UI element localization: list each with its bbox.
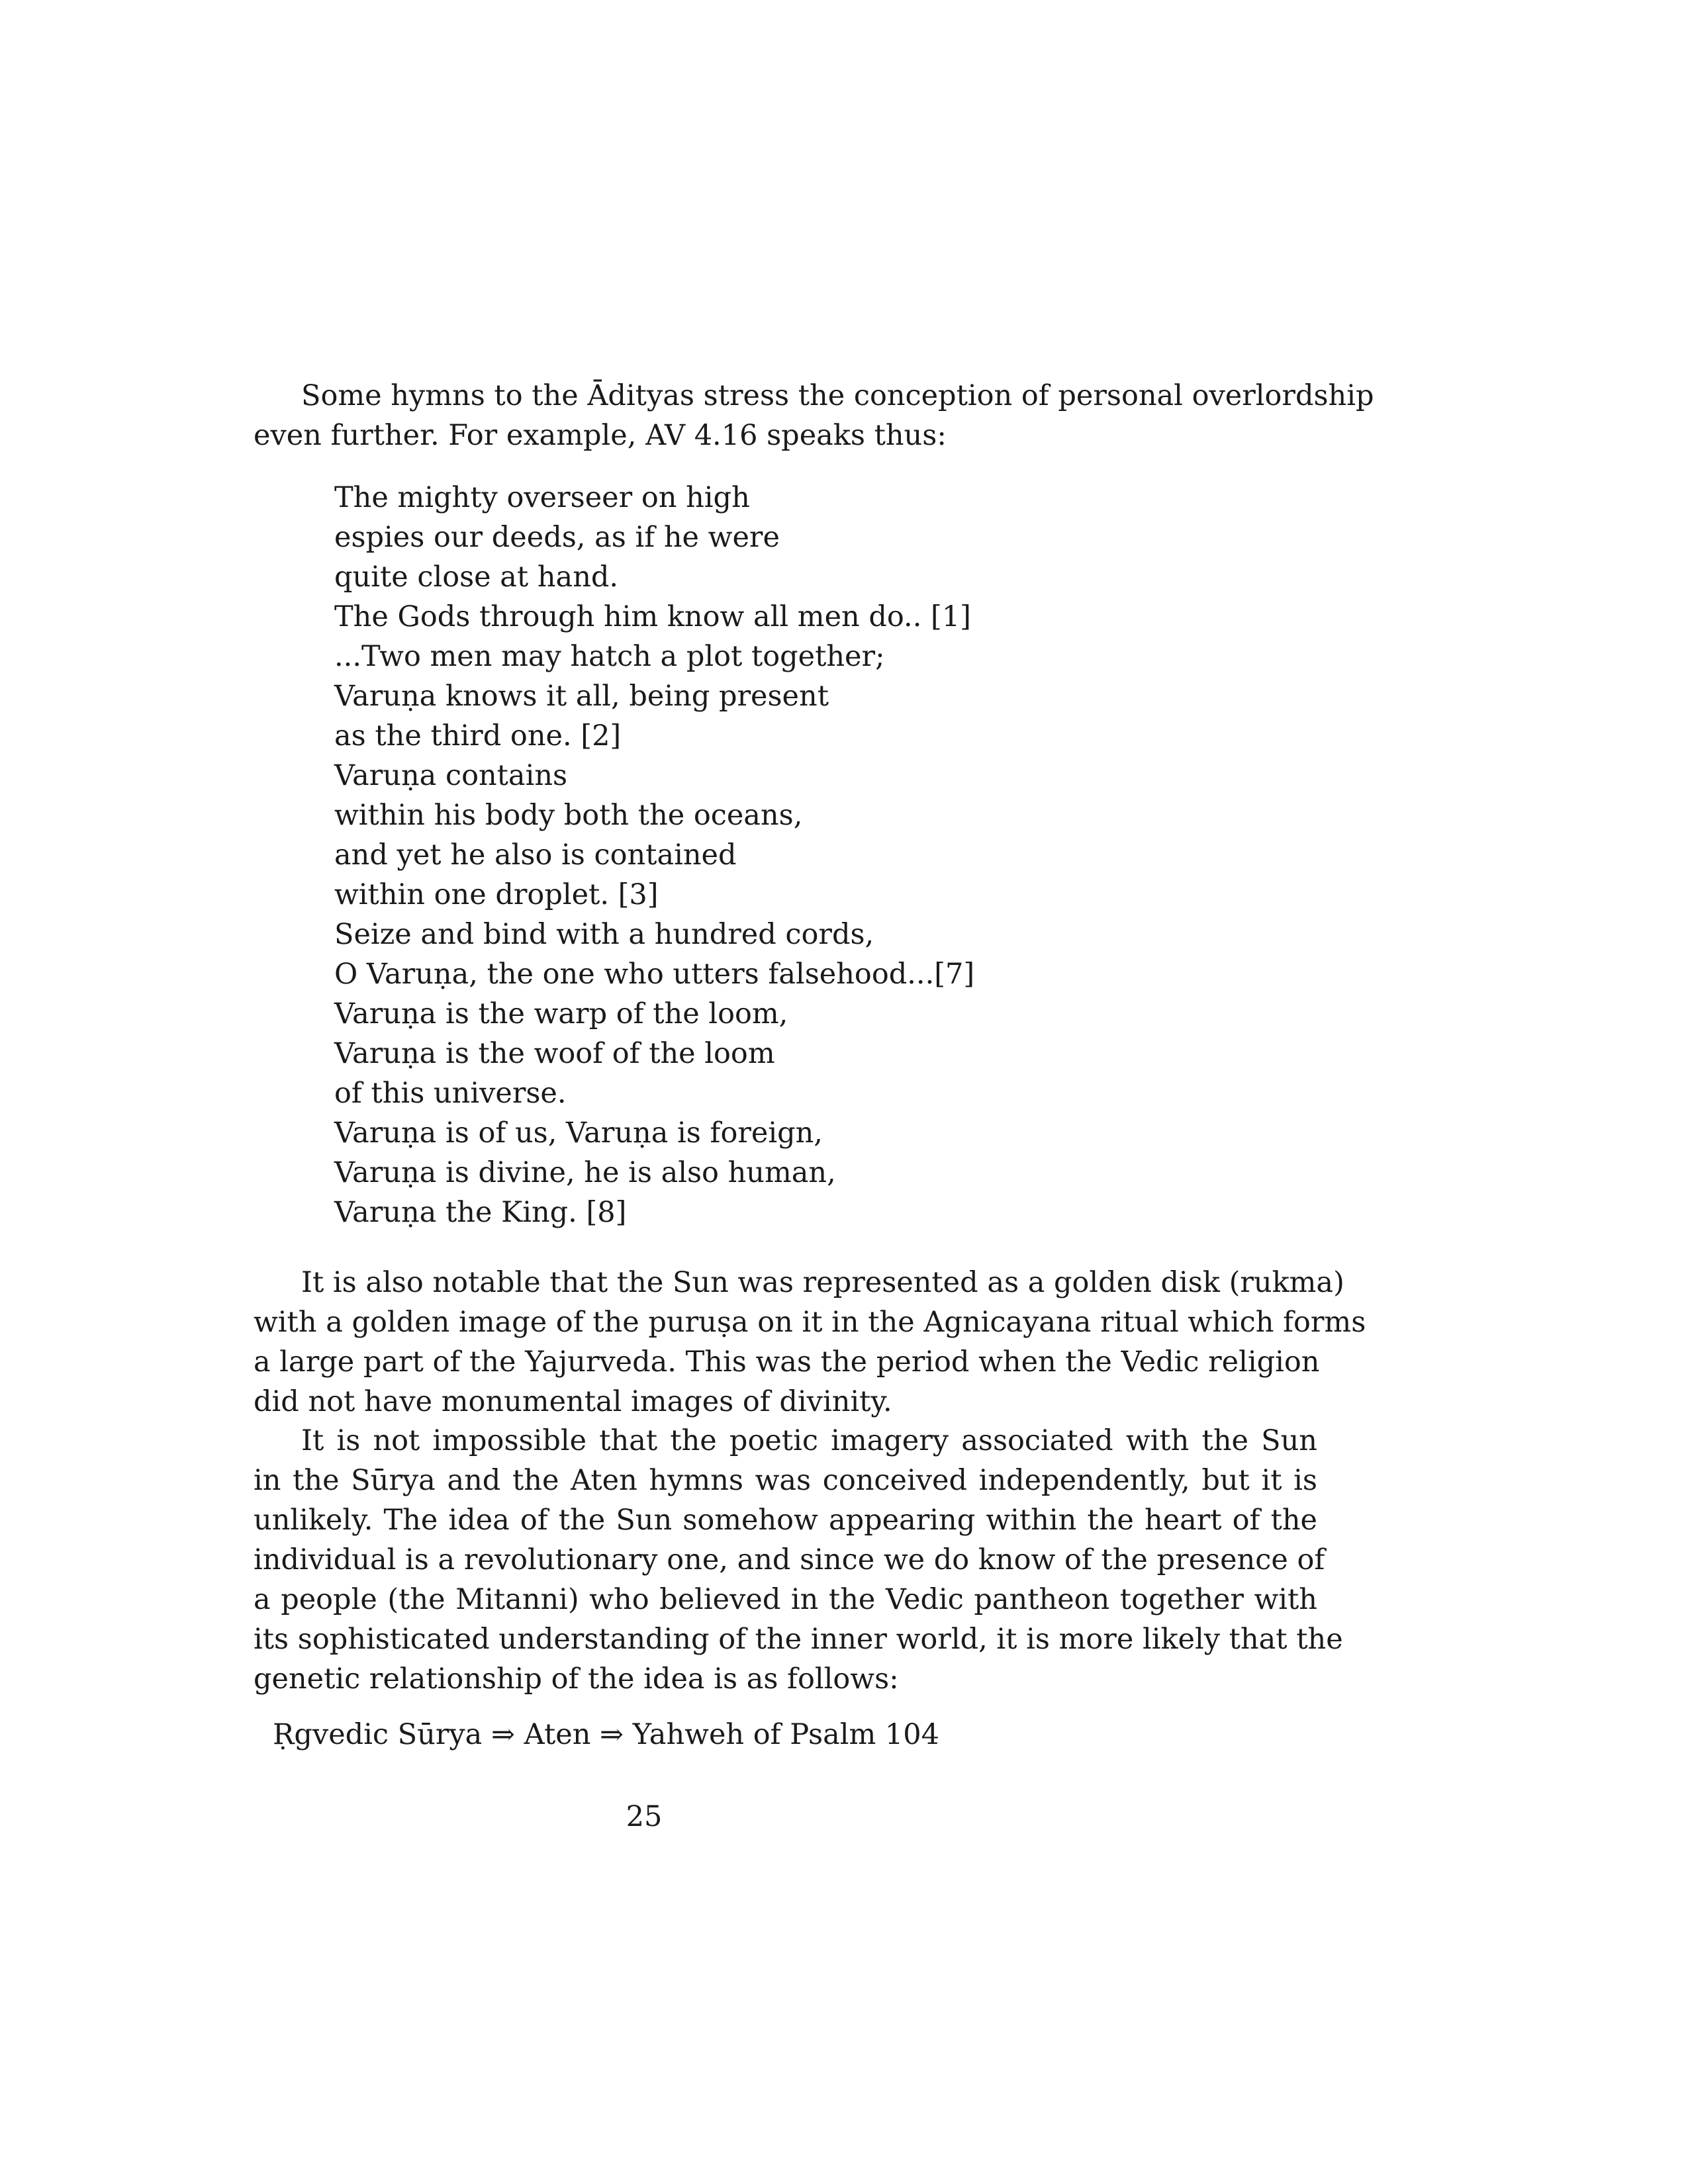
lineage-formula: Ṛgvedic Sūrya ⇒ Aten ⇒ Yahweh of Psalm 104	[273, 1718, 939, 1751]
verse-line: Varuṇa knows it all, being present	[334, 680, 829, 713]
verse-line: Varuṇa the King. [8]	[334, 1196, 627, 1229]
paragraph-line: individual is a revolutionary one, and since we do know of the presence of	[254, 1543, 1325, 1576]
paragraph-line: It is also notable that the Sun was represented as a golden disk (rukma)	[301, 1266, 1344, 1299]
paragraph-line: unlikely. The idea of the Sun somehow appearing within the heart of the	[254, 1504, 1317, 1537]
verse-line: Seize and bind with a hundred cords,	[334, 918, 874, 951]
paragraph-line: a large part of the Yajurveda. This was the period when the Vedic religion	[254, 1345, 1320, 1379]
verse-line: espies our deeds, as if he were	[334, 521, 780, 554]
verse-line: within one droplet. [3]	[334, 878, 659, 911]
page-number: 25	[626, 1800, 663, 1833]
verse-line: of this universe.	[334, 1077, 567, 1110]
verse-line: quite close at hand.	[334, 561, 619, 594]
paragraph-line: genetic relationship of the idea is as follows:	[254, 1662, 899, 1696]
verse-line: Varuṇa is the woof of the loom	[334, 1037, 775, 1070]
verse-line: ...Two men may hatch a plot together;	[334, 640, 885, 673]
verse-line: Varuṇa contains	[334, 759, 568, 792]
paragraph-line: a people (the Mitanni) who believed in the Vedic pantheon together with	[254, 1583, 1317, 1616]
paragraph-line: its sophisticated understanding of the inner world, it is more likely that the	[254, 1623, 1343, 1656]
paragraph-surya-aten	[254, 1421, 1343, 1699]
verse-block	[334, 478, 974, 1232]
verse-line: as the third one. [2]	[334, 719, 622, 752]
paragraph-line: even further. For example, AV 4.16 speaks thus:	[254, 419, 947, 452]
paragraph-line: Some hymns to the Ādityas stress the conception of personal overlordship	[301, 379, 1374, 412]
verse-line: The Gods through him know all men do.. [1]	[334, 600, 971, 633]
verse-line: Varuṇa is divine, he is also human,	[334, 1156, 836, 1189]
paragraph-line: with a golden image of the puruṣa on it in the Agnicayana ritual which forms	[254, 1306, 1366, 1339]
intro-paragraph	[254, 376, 1374, 455]
verse-line: within his body both the oceans,	[334, 799, 803, 832]
paragraph-line: did not have monumental images of divinity.	[254, 1385, 892, 1418]
verse-line: Varuṇa is of us, Varuṇa is foreign,	[334, 1116, 823, 1150]
paragraph-rukma	[254, 1263, 1366, 1422]
verse-line: The mighty overseer on high	[334, 481, 750, 514]
paragraph-line: in the Sūrya and the Aten hymns was conceived independently, but it is	[254, 1464, 1317, 1497]
verse-line: Varuṇa is the warp of the loom,	[334, 997, 788, 1030]
verse-line: O Varuṇa, the one who utters falsehood...[7]	[334, 958, 975, 991]
paragraph-line: It is not impossible that the poetic imagery associated with the Sun	[301, 1424, 1317, 1457]
verse-line: and yet he also is contained	[334, 839, 737, 872]
